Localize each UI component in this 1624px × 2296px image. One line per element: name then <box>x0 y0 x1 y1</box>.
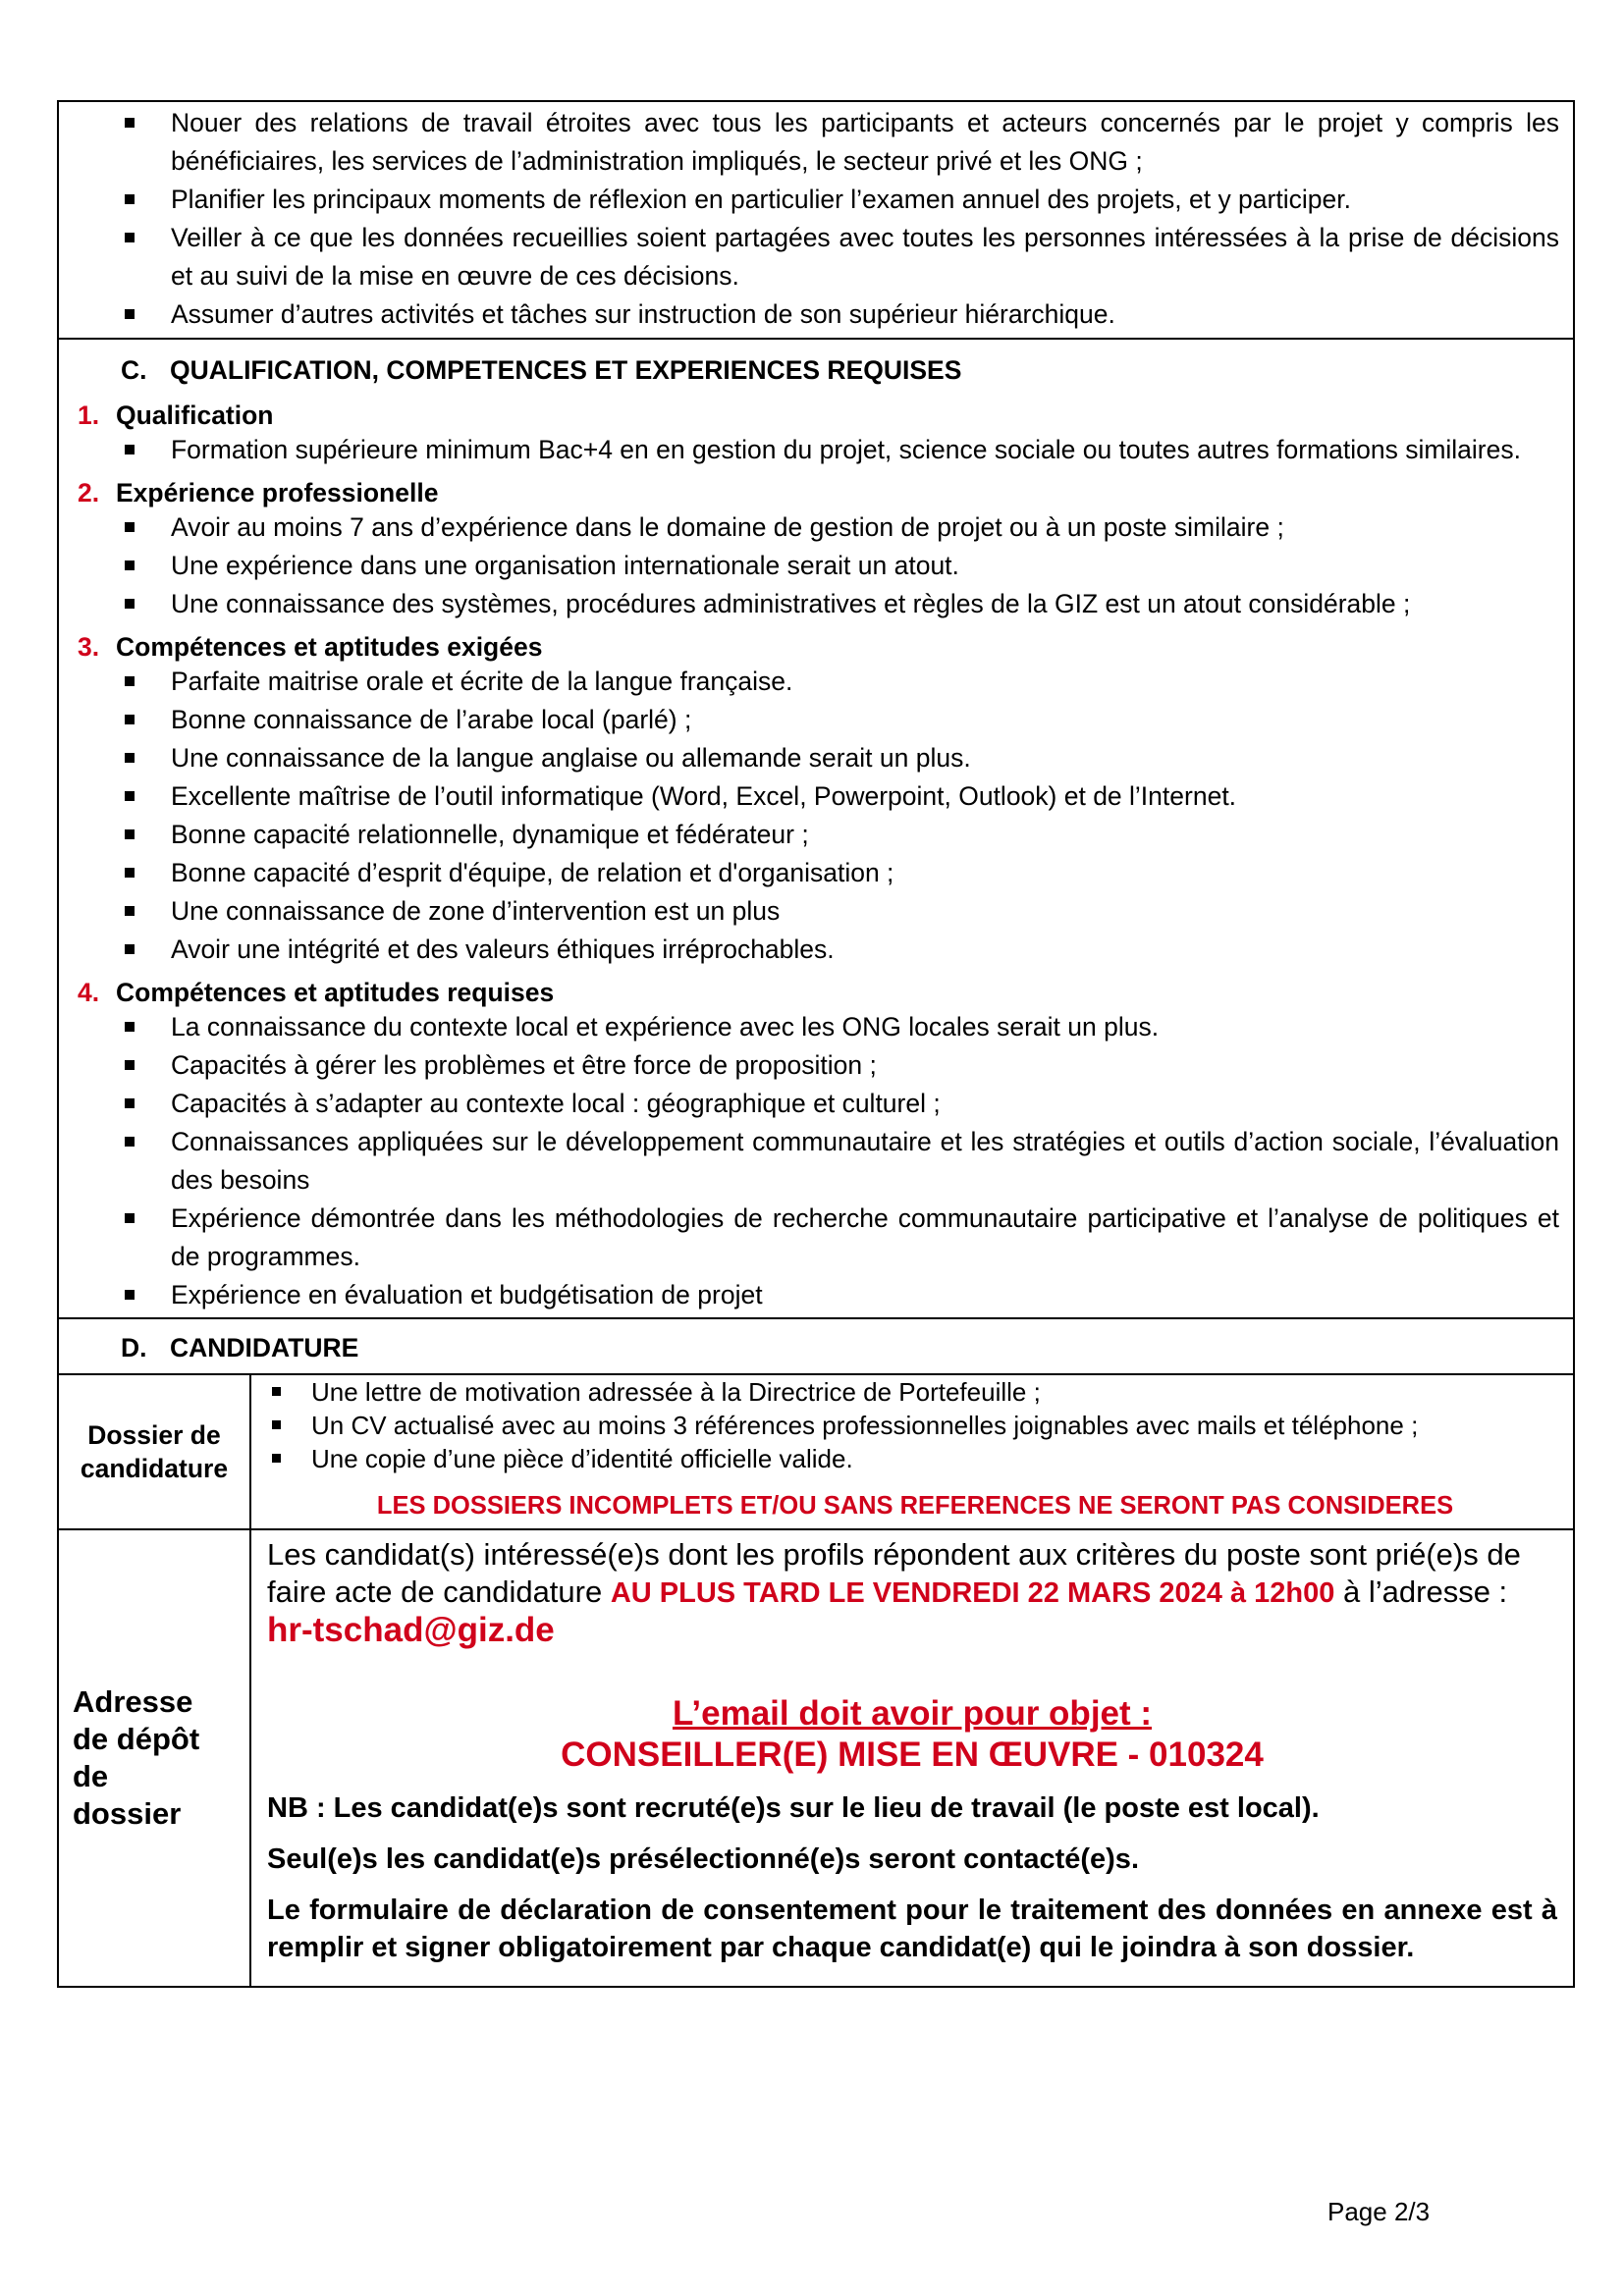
section-c-letter: C. <box>121 355 147 385</box>
group-title: Expérience professionelle <box>116 478 439 507</box>
list-item: Capacités à s’adapter au contexte local : géographique et culturel ; <box>59 1085 1573 1123</box>
list-item: Expérience démontrée dans les méthodologies de recherche communautaire participative et l’analyse de politiques et de programmes. <box>59 1200 1573 1276</box>
adresse-label-line: dossier <box>73 1796 182 1831</box>
dossier-warning: LES DOSSIERS INCOMPLETS ET/OU SANS REFERENCES NE SERONT PAS CONSIDERES <box>376 1492 1454 1520</box>
task-item: Veiller à ce que les données recueillies soient partagées avec toutes les personnes intéressées à la prise de décisions et au suivi de la mise en œuvre de ces décisions. <box>59 219 1573 295</box>
dossier-row <box>59 1375 1573 1530</box>
list-item: Avoir une intégrité et des valeurs éthiques irréprochables. <box>59 931 1573 969</box>
email-subject-block <box>267 1693 1557 1776</box>
list-item: Parfaite maitrise orale et écrite de la langue française. <box>59 663 1573 701</box>
list-item: Formation supérieure minimum Bac+4 en en gestion du projet, science sociale ou toutes autres formations similaires. <box>59 431 1573 469</box>
document-table <box>57 100 1575 1988</box>
section-c-title <box>59 351 1573 390</box>
adresse-label <box>59 1530 251 1986</box>
list-item: Une connaissance de la langue anglaise ou allemande serait un plus. <box>59 739 1573 777</box>
list-item: Expérience en évaluation et budgétisation de projet <box>59 1276 1573 1314</box>
adresse-row <box>59 1530 1573 1986</box>
task-item: Nouer des relations de travail étroites avec tous les participants et acteurs concernés par le projet y compris les bénéficiaires, les services de l’administration impliqués, le secteur privé et les ONG ; <box>59 104 1573 181</box>
list-item: Avoir au moins 7 ans d’expérience dans le domaine de gestion de projet ou à un poste similaire ; <box>59 508 1573 547</box>
group-heading-experience <box>59 477 1573 508</box>
section-d-row <box>59 1319 1573 1375</box>
group-heading-competences-requises <box>59 977 1573 1008</box>
address-prefix: à l’adresse : <box>1334 1575 1508 1609</box>
email-subject-label: L’email doit avoir pour objet : <box>672 1694 1153 1733</box>
list-item: Excellente maîtrise de l’outil informatique (Word, Excel, Powerpoint, Outlook) et de l’Internet. <box>59 777 1573 816</box>
section-c-row <box>59 340 1573 1319</box>
intro-text: Les candidat(s) intéressé(e)s dont les profils répondent aux critères du poste sont prié(e)s de faire acte de candidature <box>267 1537 1521 1609</box>
task-item: Assumer d’autres activités et tâches sur instruction de son supérieur hiérarchique. <box>59 295 1573 334</box>
dossier-item: Une lettre de motivation adressée à la Directrice de Portefeuille ; <box>251 1375 1559 1409</box>
dossier-label <box>59 1375 251 1528</box>
dossier-label-line: Dossier de <box>87 1420 221 1450</box>
deadline-text: AU PLUS TARD LE VENDREDI 22 MARS 2024 à 12h00 <box>610 1577 1335 1609</box>
note-consent-form: Le formulaire de déclaration de consentement pour le traitement des données en annexe est à remplir et signer obligatoirement par chaque candidat(e) qui le joindra à son dossier. <box>267 1895 1557 1963</box>
group-title: Compétences et aptitudes exigées <box>116 632 543 662</box>
group-heading-competences-exigees <box>59 631 1573 663</box>
tasks-list <box>59 104 1573 334</box>
experience-list <box>59 508 1573 623</box>
list-item: Bonne capacité d’esprit d'équipe, de relation et d'organisation ; <box>59 854 1573 892</box>
note-shortlist: Seul(e)s les candidat(e)s présélectionné(e)s seront contacté(e)s. <box>267 1843 1139 1875</box>
adresse-content <box>251 1530 1573 1986</box>
group-heading-qualification <box>59 400 1573 431</box>
page-number: Page 2/3 <box>1327 2197 1431 2226</box>
list-item: Bonne capacité relationnelle, dynamique et fédérateur ; <box>59 816 1573 854</box>
section-d-heading: CANDIDATURE <box>170 1333 359 1362</box>
group-number: 3. <box>78 632 100 662</box>
adresse-label-line: de dépôt <box>73 1722 200 1756</box>
list-item: Connaissances appliquées sur le développement communautaire et les stratégies et outils d’action sociale, l’évaluation des besoins <box>59 1123 1573 1200</box>
qualification-list <box>59 431 1573 469</box>
note-local-post: NB : Les candidat(e)s sont recruté(e)s sur le lieu de travail (le poste est local). <box>267 1792 1320 1824</box>
email-subject-value: CONSEILLER(E) MISE EN ŒUVRE - 010324 <box>561 1735 1264 1774</box>
list-item: Capacités à gérer les problèmes et être force de proposition ; <box>59 1046 1573 1085</box>
dossier-list <box>251 1375 1559 1475</box>
adresse-label-line: de <box>73 1759 109 1793</box>
dossier-label-line: candidature <box>80 1454 229 1483</box>
list-item: La connaissance du contexte local et expérience avec les ONG locales serait un plus. <box>59 1008 1573 1046</box>
dossier-item: Une copie d’une pièce d’identité officielle valide. <box>251 1442 1559 1475</box>
application-instructions <box>267 1536 1557 1650</box>
list-item: Une expérience dans une organisation internationale serait un atout. <box>59 547 1573 585</box>
group-title: Compétences et aptitudes requises <box>116 978 555 1007</box>
adresse-label-line: Adresse <box>73 1684 193 1719</box>
group-number: 2. <box>78 478 100 507</box>
email-address[interactable]: hr-tschad@giz.de <box>267 1611 555 1649</box>
tasks-row <box>59 102 1573 340</box>
list-item: Bonne connaissance de l’arabe local (parlé) ; <box>59 701 1573 739</box>
section-d-letter: D. <box>121 1333 147 1362</box>
section-c-heading: QUALIFICATION, COMPETENCES ET EXPERIENCES REQUISES <box>170 355 962 385</box>
dossier-content <box>251 1375 1573 1528</box>
competences-requises-list <box>59 1008 1573 1314</box>
list-item: Une connaissance de zone d’intervention est un plus <box>59 892 1573 931</box>
list-item: Une connaissance des systèmes, procédures administratives et règles de la GIZ est un atout considérable ; <box>59 585 1573 623</box>
group-title: Qualification <box>116 400 274 430</box>
section-d-title <box>59 1329 1573 1367</box>
group-number: 1. <box>78 400 100 430</box>
dossier-item: Un CV actualisé avec au moins 3 références professionnelles joignables avec mails et téléphone ; <box>251 1409 1559 1442</box>
group-number: 4. <box>78 978 100 1007</box>
task-item: Planifier les principaux moments de réflexion en particulier l’examen annuel des projets, et y participer. <box>59 181 1573 219</box>
competences-exigees-list <box>59 663 1573 969</box>
